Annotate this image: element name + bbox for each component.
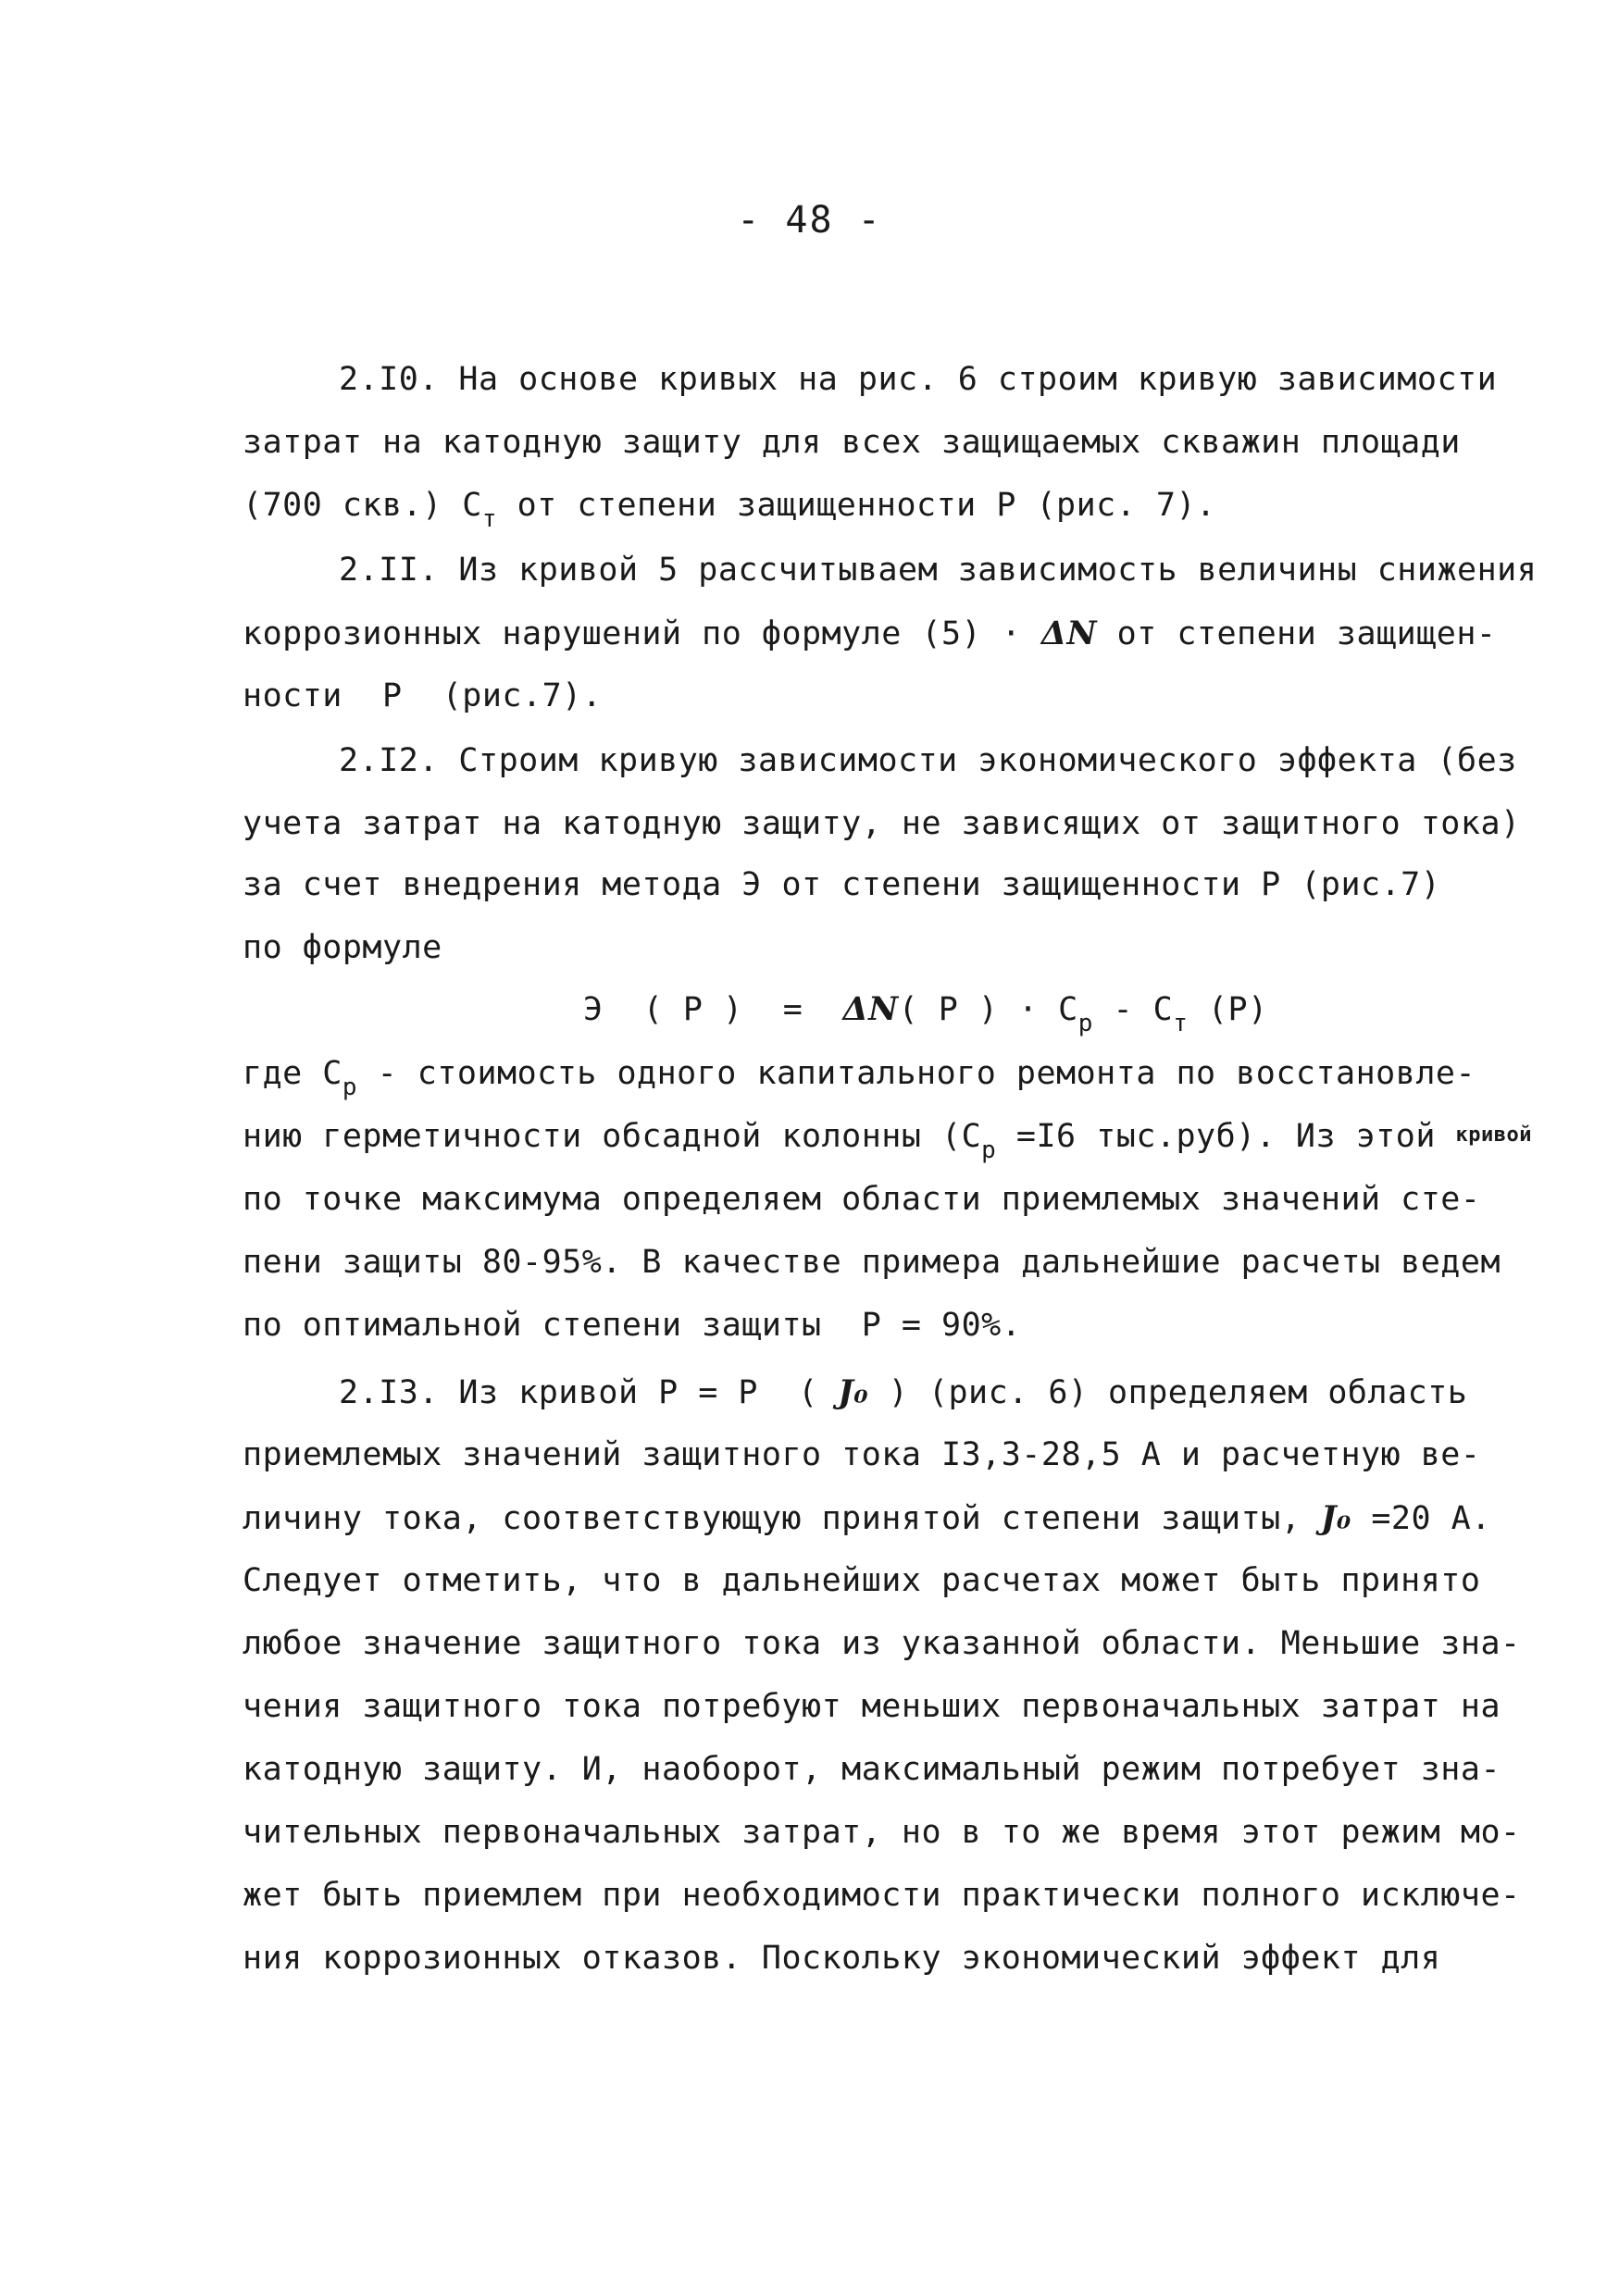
para-2-11-line-2	[243, 614, 1496, 652]
text: (P)	[1188, 991, 1268, 1028]
text: (700 скв.) C	[243, 487, 482, 524]
para-2-13-line-4: Следует отметить, что в дальнейших расчетах может быть принято	[243, 1562, 1481, 1599]
text: ( P ) · C	[898, 991, 1078, 1028]
formula-economic-effect	[583, 990, 1268, 1037]
text: нию герметичности обсадной колонны (C	[243, 1118, 982, 1155]
para-2-12-line-4: по формуле	[243, 929, 442, 966]
handwritten-insert: кривой	[1455, 1123, 1532, 1147]
para-2-13-line-6: чения защитного тока потребуют меньших первоначальных затрат на	[243, 1688, 1501, 1725]
para-2-13-line-8: чительных первоначальных затрат, но в то же время этот режим мо-	[243, 1814, 1521, 1851]
para-2-12b-line-1	[243, 1055, 1476, 1101]
para-2-13-line-2: приемлемых значений защитного тока I3,3-28,5 A и расчетную ве-	[243, 1436, 1481, 1473]
subscript: т	[1173, 1010, 1189, 1037]
text: =I6 тыс.руб). Из этой	[996, 1118, 1456, 1155]
subscript: т	[481, 505, 498, 533]
para-2-12-line-2: учета затрат на катодную защиту, не зависящих от защитного тока)	[243, 805, 1521, 842]
subscript: р	[1077, 1010, 1093, 1037]
para-2-13-line-7: катодную защиту. И, наоборот, максимальный режим потребует зна-	[243, 1751, 1501, 1788]
para-2-12b-line-3: по точке максимума определяем области приемлемых значений сте-	[243, 1181, 1481, 1218]
para-2-12b-line-4: пени защиты 80-95%. В качестве примера дальнейшие расчеты ведем	[243, 1244, 1501, 1281]
text: - C	[1092, 991, 1174, 1028]
para-2-12-line-1: 2.I2. Строим кривую зависимости экономического эффекта (без	[339, 742, 1517, 779]
delta-n-symbol: ΔN	[842, 990, 899, 1028]
para-2-12b-line-2	[243, 1118, 1532, 1164]
text: =20 A.	[1351, 1500, 1491, 1537]
text: от степени защищен-	[1097, 615, 1497, 652]
para-2-13-line-1	[339, 1373, 1467, 1411]
para-2-10-line-1: 2.I0. На основе кривых на рис. 6 строим кривую зависимости	[339, 361, 1498, 398]
j0-symbol: J₀	[838, 1373, 869, 1411]
delta-n-symbol: ΔN	[1040, 614, 1098, 652]
text: Э ( P ) =	[583, 991, 843, 1028]
text: личину тока, соответствующую принятой степени защиты,	[243, 1500, 1321, 1537]
para-2-13-line-3	[243, 1499, 1491, 1537]
para-2-11-line-3: ности P (рис.7).	[243, 677, 603, 714]
text: коррозионных нарушений по формуле (5) ·	[243, 615, 1041, 652]
para-2-11-line-1: 2.II. Из кривой 5 рассчитываем зависимость величины снижения	[339, 552, 1538, 589]
text: - стоимость одного капитального ремонта по восстановле-	[357, 1055, 1476, 1092]
text: ) (рис. 6) определяем область	[868, 1374, 1468, 1411]
para-2-13-line-9: жет быть приемлем при необходимости практически полного исключе-	[243, 1877, 1521, 1914]
para-2-12b-line-5: по оптимальной степени защиты P = 90%.	[243, 1307, 1022, 1344]
page-number: - 48 -	[737, 199, 882, 242]
para-2-13-line-10: ния коррозионных отказов. Поскольку экономический эффект для	[243, 1940, 1441, 1977]
para-2-12-line-3: за счет внедрения метода Э от степени защищенности P (рис.7)	[243, 866, 1441, 903]
para-2-13-line-5: любое значение защитного тока из указанной области. Меньшие зна-	[243, 1625, 1521, 1662]
para-2-10-line-3	[243, 487, 1216, 533]
subscript: р	[981, 1136, 997, 1164]
para-2-10-line-2: затрат на катодную защиту для всех защищаемых скважин площади	[243, 424, 1461, 461]
subscript: р	[342, 1074, 358, 1101]
text: от степени защищенности P (рис. 7).	[497, 487, 1216, 524]
text: 2.I3. Из кривой P = P (	[339, 1374, 839, 1411]
j0-symbol: J₀	[1320, 1499, 1351, 1537]
text: где C	[243, 1055, 342, 1092]
